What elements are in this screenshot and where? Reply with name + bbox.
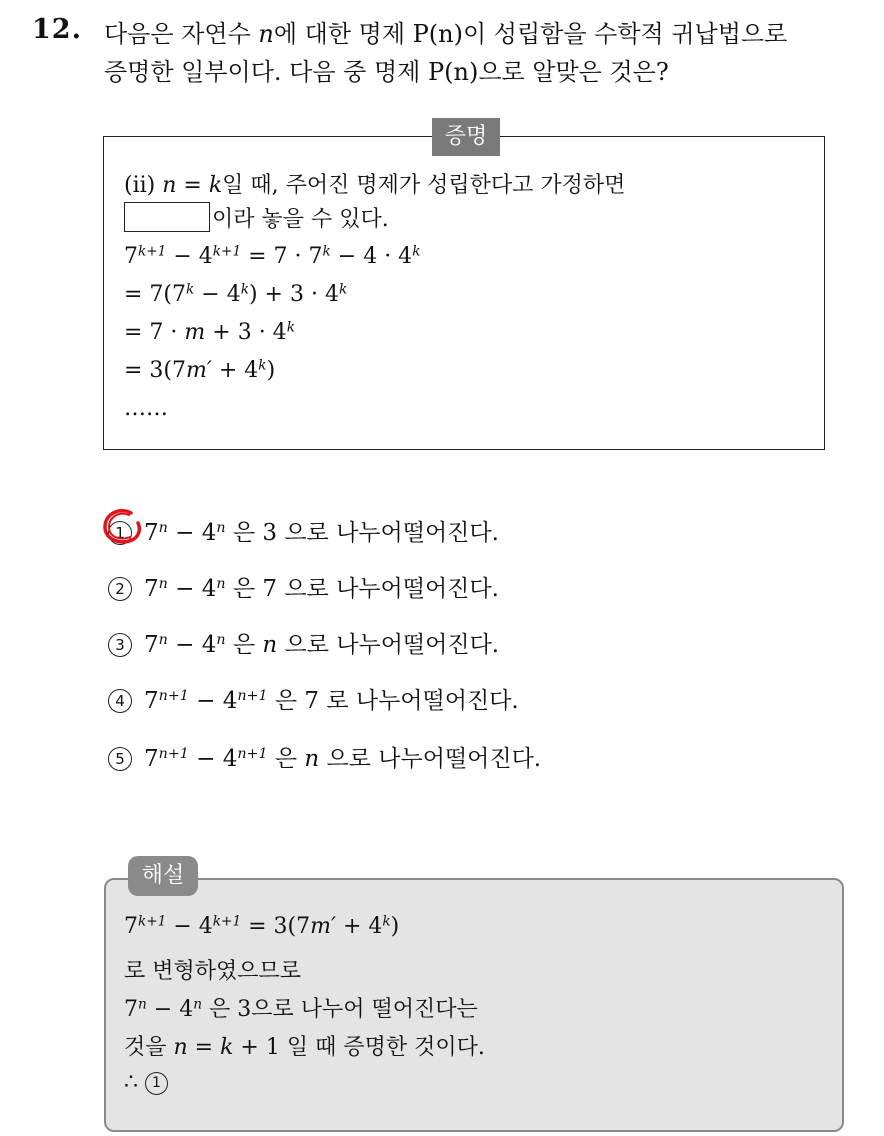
proof-line-ellipsis: …… [124,396,168,421]
choice-2[interactable]: 2 $7^n - 4^n$ 은 7 으로 나누어떨어진다. [108,570,499,603]
choice-4[interactable]: 4 $7^{n+1} - 4^{n+1}$ 은 7 로 나누어떨어진다. [108,682,519,715]
answer-circle-mark [101,507,147,547]
proof-line-2: 이라 놓을 수 있다. [124,202,389,233]
choice-number-circle: 5 [108,747,132,771]
choice-number-circle: 3 [108,633,132,657]
explanation-line-1: $7^{k+1} - 4^{k+1} = 3(7m' + 4^k)$ [124,913,400,939]
proof-line-5: = $7 \cdot m + 3 \cdot 4^k$ [124,319,295,345]
question-line-1: 다음은 자연수 n에 대한 명제 P(n)이 성립함을 수학적 귀납법으로 [104,20,788,48]
explanation-line-3: $7^n - 4^n$ 은 3으로 나누어 떨어진다는 [124,996,478,1022]
proof-tag: 증명 [432,118,500,156]
choice-3[interactable]: 3 $7^n - 4^n$ 은 n 으로 나누어떨어진다. [108,626,499,659]
explanation-line-2: 로 변형하였으므로 [124,959,302,984]
choice-number-circle: 2 [108,577,132,601]
proof-line-3: $7^{k+1} - 4^{k+1} = 7 \cdot 7^k - 4 \cdot 4^k$ [124,243,421,269]
question-number: 12. [32,14,82,45]
explanation-tag: 해설 [128,856,198,896]
choice-5[interactable]: 5 $7^{n+1} - 4^{n+1}$ 은 n 으로 나누어떨어진다. [108,740,541,773]
choice-number-circle: 1 [108,521,132,545]
explanation-line-4: 것을 n = k + 1 일 때 증명한 것이다. [124,1035,485,1060]
proof-line-1: (ii) n = k일 때, 주어진 명제가 성립한다고 가정하면 [124,173,626,198]
choice-number-circle: 4 [108,689,132,713]
choice-1[interactable]: 1 $7^n - 4^n$ 은 3 으로 나누어떨어진다. [108,514,499,547]
proof-line-4: = $7(7^k - 4^k) + 3 \cdot 4^k$ [124,281,348,307]
explanation-line-5: ∴ 1 [124,1070,168,1095]
question-line-2: 증명한 일부이다. 다음 중 명제 P(n)으로 알맞은 것은? [104,58,669,86]
blank-box [124,202,210,232]
proof-line-6: = $3(7m' + 4^k)$ [124,357,276,383]
answer-number-circle: 1 [145,1072,168,1095]
